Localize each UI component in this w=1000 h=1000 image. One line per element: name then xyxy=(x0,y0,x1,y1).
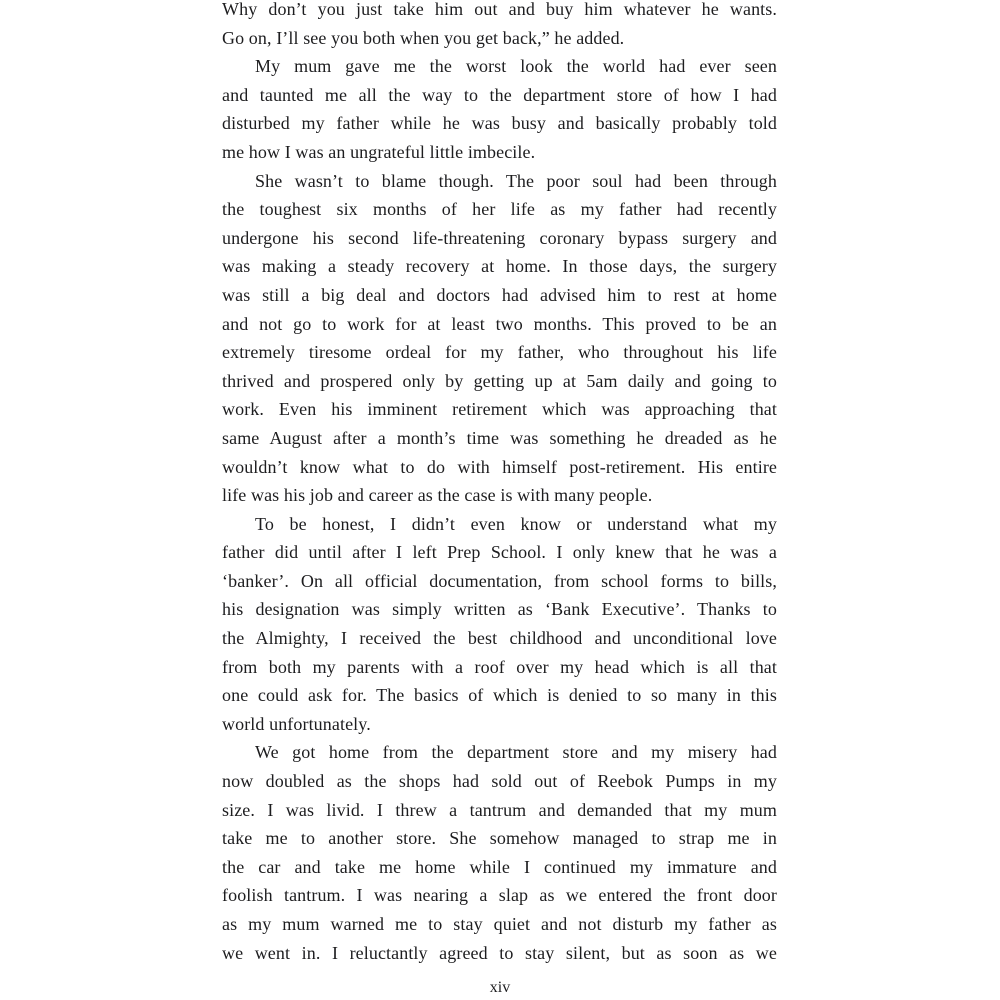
text-line: Go on, I’ll see you both when you get back,” he added. xyxy=(222,27,625,48)
text-line: now doubled as the shops had sold out of Reebok Pumps in my xyxy=(222,771,777,792)
text-line: from both my parents with a roof over my head which is all that xyxy=(222,656,777,677)
text-line: one could ask for. The basics of which is denied to so many in this xyxy=(222,685,777,706)
text-line: his designation was simply written as ‘Bank Executive’. Thanks to xyxy=(222,599,777,620)
text-line: was making a steady recovery at home. In those days, the surgery xyxy=(222,256,777,277)
body-text xyxy=(222,0,777,967)
text-line: was still a big deal and doctors had advised him to rest at home xyxy=(222,284,777,305)
text-line: disturbed my father while he was busy and basically probably told xyxy=(222,113,777,134)
text-line: She wasn’t to blame though. The poor soul had been through xyxy=(255,170,777,191)
text-line: the toughest six months of her life as my father had recently xyxy=(222,199,777,220)
page-number: xiv xyxy=(489,979,511,996)
text-line: life was his job and career as the case is with many people. xyxy=(222,485,653,506)
text-line: size. I was livid. I threw a tantrum and demanded that my mum xyxy=(222,799,777,820)
text-line: take me to another store. She somehow managed to strap me in xyxy=(222,828,777,849)
text-line: world unfortunately. xyxy=(222,713,371,734)
paragraph xyxy=(222,52,777,166)
text-line: the Almighty, I received the best childhood and unconditional love xyxy=(222,628,777,649)
text-line: same August after a month’s time was something he dreaded as he xyxy=(222,427,777,448)
text-line: My mum gave me the worst look the world had ever seen xyxy=(255,56,777,77)
text-line: extremely tiresome ordeal for my father, who throughout his life xyxy=(222,342,777,363)
text-line: work. Even his imminent retirement which was approaching that xyxy=(222,399,777,420)
paragraph xyxy=(222,0,777,52)
text-line: as my mum warned me to stay quiet and not disturb my father as xyxy=(222,914,777,934)
paragraph xyxy=(222,167,777,510)
paragraph xyxy=(222,738,777,967)
text-line: foolish tantrum. I was nearing a slap as we entered the front door xyxy=(222,885,777,906)
paragraph xyxy=(222,510,777,739)
text-line: undergone his second life-threatening coronary bypass surgery and xyxy=(222,227,777,248)
text-line: To be honest, I didn’t even know or understand what my xyxy=(255,513,777,534)
text-line: We got home from the department store and my misery had xyxy=(255,742,777,763)
text-line: ‘banker’. On all official documentation, from school forms to bills, xyxy=(222,570,777,591)
text-line: father did until after I left Prep School. I only knew that he was a xyxy=(222,542,777,563)
text-line: and taunted me all the way to the department store of how I had xyxy=(222,84,777,105)
text-line: wouldn’t know what to do with himself post-retirement. His entire xyxy=(222,456,777,477)
text-line: and not go to work for at least two months. This proved to be an xyxy=(222,313,777,334)
text-line: thrived and prospered only by getting up at 5am daily and going to xyxy=(222,370,777,391)
text-line: Why don’t you just take him out and buy him whatever he wants. xyxy=(222,0,777,19)
text-line: me how I was an ungrateful little imbecile. xyxy=(222,141,536,162)
text-line: we went in. I reluctantly agreed to stay silent, but as soon as we xyxy=(222,942,777,963)
text-line: the car and take me home while I continued my immature and xyxy=(222,856,777,877)
